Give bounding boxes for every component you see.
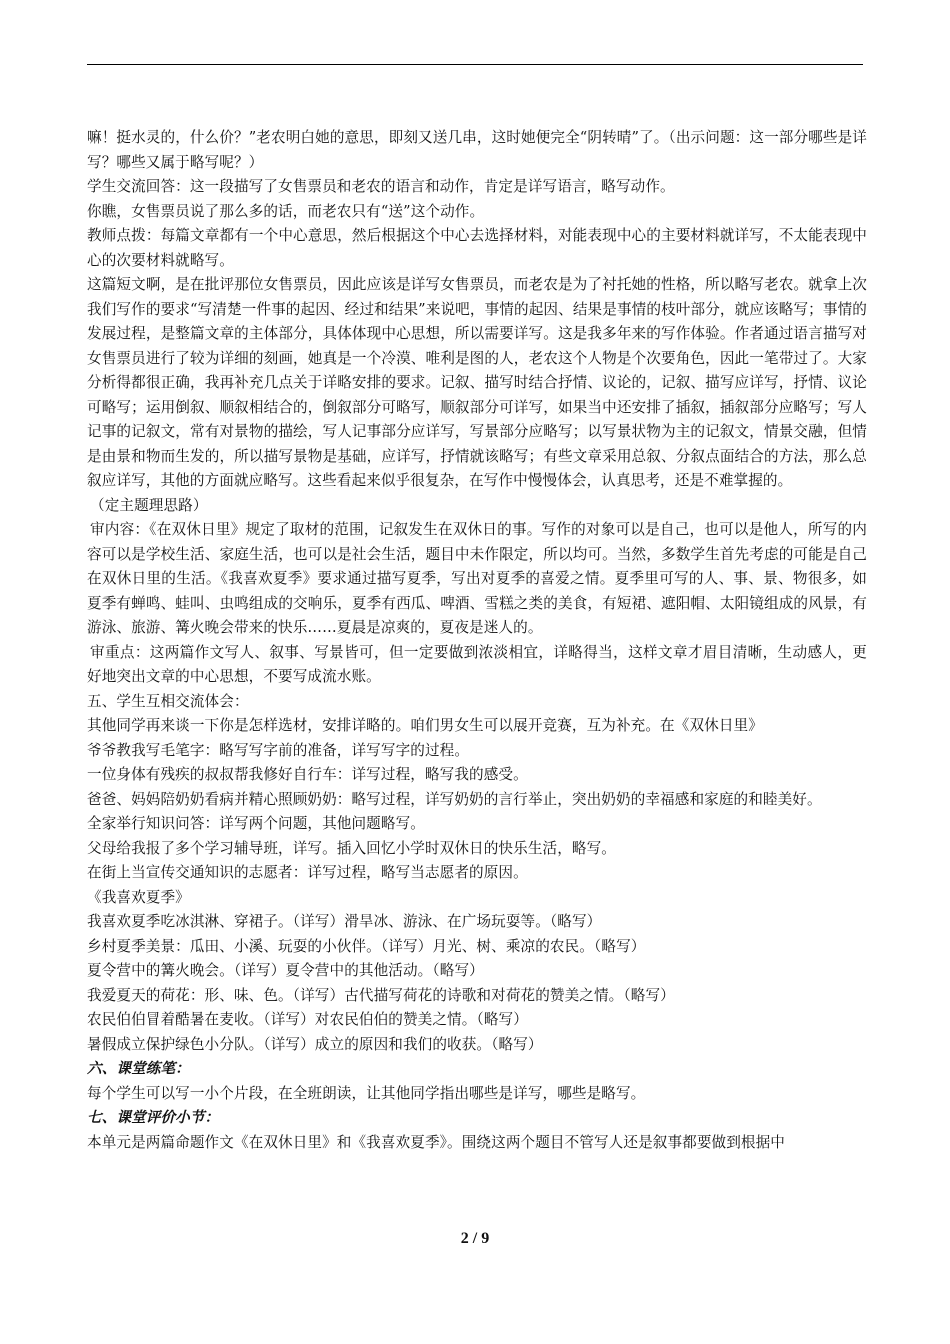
page-number: 2 / 9: [460, 1230, 490, 1247]
list-item: 我爱夏天的荷花：形、味、色。（详写）古代描写荷花的诗歌和对荷花的赞美之情。（略写）: [87, 986, 675, 1004]
paragraph-evaluation: 本单元是两篇命题作文《在双休日里》和《我喜欢夏季》。围绕这两个题目不管写人还是叙事都要做到根据中: [87, 1133, 786, 1151]
list-item: 乡村夏季美景：瓜田、小溪、玩耍的小伙伴。（详写）月光、树、乘凉的农民。（略写）: [87, 937, 646, 955]
section-heading-practice: 六、课堂练笔：: [87, 1060, 190, 1077]
paragraph-student-answer: 学生交流回答：这一段描写了女售票员和老农的语言和动作，肯定是详写语言，略写动作。: [87, 178, 675, 195]
list-item: 父母给我报了多个学习辅导班，详写。插入回忆小学时双休日的快乐生活，略写。: [87, 839, 616, 857]
page-body: [87, 126, 867, 1155]
list-item: 爸爸、妈妈陪奶奶看病并精心照顾奶奶：略写过程，详写奶奶的言行举止，突出奶奶的幸福感和家庭的和睦美好。: [87, 790, 822, 808]
paragraph-theme-heading: （定主题理思路）: [90, 496, 208, 514]
paragraph-review-content: 审内容：《在双休日里》规定了取材的范围，记叙发生在双休日的事。写作的对象可以是自己，也可以是他人，所写的内容可以是学校生活、家庭生活，也可以是社会生活，题目中未作限定，所以均可。当然，多数学生首先考虑的可能是自己在双休日里的生活。《我喜欢夏季》要求通过描写夏季，写出对夏季的喜爱之情。夏季里可写的人、事、景、物很多，如夏季有蝉鸣、蛙叫、虫鸣组成的交响乐，夏季有西瓜、啤酒、雪糕之类的美食，有短裙、遮阳帽、太阳镜组成的风景，有游泳、旅游、篝火晚会带来的快乐……夏晨是凉爽的，夏夜是迷人的。: [87, 521, 867, 636]
subheading-summer: 《我喜欢夏季》: [87, 888, 190, 906]
header-rule: [87, 64, 863, 65]
paragraph-dialogue-end: 嘛！挺水灵的，什么价？”老农明白她的意思，即刻又送几串，这时她便完全“阴转晴”了。（出示问题：这一部分哪些是详写？哪些又属于略写呢？）: [87, 129, 867, 171]
list-item: 在街上当宣传交通知识的志愿者：详写过程，略写当志愿者的原因。: [87, 864, 528, 881]
list-item: 暑假成立保护绿色小分队。（详写）成立的原因和我们的收获。（略写）: [87, 1035, 543, 1053]
list-item: 一位身体有残疾的叔叔帮我修好自行车：详写过程，略写我的感受。: [87, 766, 528, 783]
section-heading-exchange: 五、学生互相交流体会：: [87, 692, 249, 710]
list-item: 夏令营中的篝火晚会。（详写）夏令营中的其他活动。（略写）: [87, 962, 484, 979]
paragraph-teacher-tip: 教师点拨：每篇文章都有一个中心意思，然后根据这个中心去选择材料，对能表现中心的主要材料就详写，不太能表现中心的次要材料就略写。: [87, 227, 867, 269]
list-item: 农民伯伯冒着酷暑在麦收。（详写）对农民伯伯的赞美之情。（略写）: [87, 1011, 528, 1028]
paragraph-practice: 每个学生可以写一小个片段，在全班朗读，让其他同学指出哪些是详写，哪些是略写。: [87, 1084, 646, 1102]
section-heading-evaluation: 七、课堂评价小节：: [87, 1109, 220, 1126]
list-item: 全家举行知识问答：详写两个问题，其他问题略写。: [87, 815, 425, 832]
list-item: 爷爷教我写毛笔字：略写写字前的准备，详写写字的过程。: [87, 741, 470, 759]
paragraph-observation: 你瞧，女售票员说了那么多的话，而老农只有“送”这个动作。: [87, 202, 485, 220]
paragraph-review-focus: 审重点：这两篇作文写人、叙事、写景皆可，但一定要做到浓淡相宜，详略得当，这样文章才眉目清晰，生动感人，更好地突出文章的中心思想，不要写成流水账。: [87, 643, 867, 685]
list-item: 我喜欢夏季吃冰淇淋、穿裙子。（详写）滑旱冰、游泳、在广场玩耍等。（略写）: [87, 913, 602, 930]
paragraph-exchange-intro: 其他同学再来谈一下你是怎样选材，安排详略的。咱们男女生可以展开竞赛，互为补充。在《双休日里》: [87, 717, 763, 734]
paragraph-explanation: 这篇短文啊，是在批评那位女售票员，因此应该是详写女售票员，而老农是为了衬托她的性格，所以略写老农。就拿上次我们写作的要求“写清楚一件事的起因、经过和结果”来说吧，事情的起因、结果是事情的枝叶部分，就应该略写；事情的发展过程，是整篇文章的主体部分，具体体现中心思想，所以需要详写。这是我多年来的写作体验。作者通过语言描写对女售票员进行了较为详细的刻画，她真是一个冷漠、唯利是图的人，老农这个人物是个次要角色，因此一笔带过了。大家分析得都很正确，我再补充几点关于详略安排的要求。记叙、描写时结合抒情、议论的，记叙、描写应详写，抒情、议论可略写；运用倒叙、顺叙相结合的，倒叙部分可略写，顺叙部分可详写，如果当中还安排了插叙，插叙部分应略写；写人记事的记叙文，常有对景物的描绘，写人记事部分应详写，写景部分应略写；以写景状物为主的记叙文，情景交融，但情是由景和物而生发的，所以描写景物是基础，应详写，抒情就该略写；有些文章采用总叙、分叙点面结合的方法，那么总叙应详写，其他的方面就应略写。这些看起来似乎很复杂，在写作中慢慢体会，认真思考，还是不难掌握的。: [87, 276, 867, 489]
